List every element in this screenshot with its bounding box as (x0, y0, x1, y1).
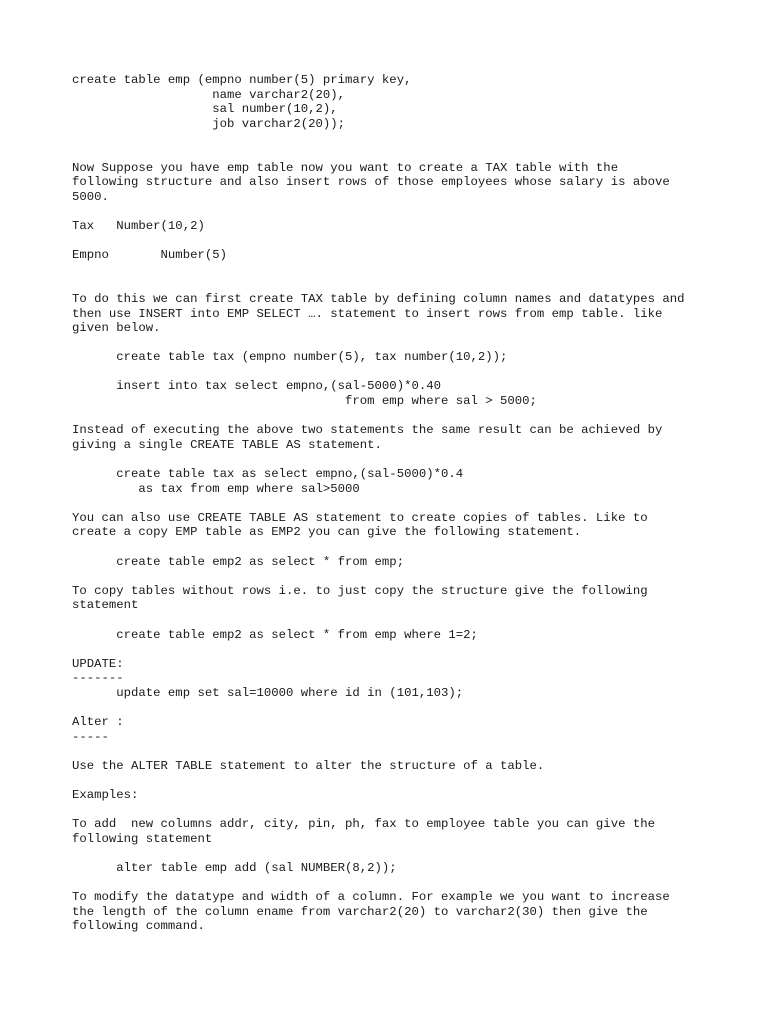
text-line: Examples: (72, 788, 139, 803)
text-line: Tax Number(10,2) (72, 218, 205, 233)
text-line (72, 336, 712, 351)
text-line (72, 277, 712, 292)
text-line: 5000. (72, 189, 109, 204)
text-line: as tax from emp where sal>5000 (72, 481, 360, 496)
text-line: create table emp2 as select * from emp where 1=2; (72, 627, 478, 642)
text-line: create table emp (empno number(5) primary key, (72, 73, 412, 87)
text-line (72, 146, 712, 161)
text-line (72, 452, 712, 467)
text-line (72, 496, 712, 511)
text-line (72, 846, 712, 861)
text-line (72, 569, 712, 584)
text-line (72, 365, 712, 380)
text-line: To modify the datatype and width of a column. For example we you want to increase (72, 890, 670, 905)
text-line: sal number(10,2), (72, 102, 338, 117)
text-line: update emp set sal=10000 where id in (101,103); (72, 685, 464, 700)
text-line: name varchar2(20), (72, 87, 346, 102)
text-line (72, 263, 712, 278)
text-line (72, 876, 712, 891)
text-line (72, 409, 712, 424)
document-body (72, 73, 712, 934)
text-line (72, 234, 712, 249)
text-line: following statement (72, 831, 213, 846)
text-line: You can also use CREATE TABLE AS statement to create copies of tables. Like to (72, 510, 648, 525)
text-line: ------- (72, 671, 124, 686)
text-line: statement (72, 598, 139, 613)
text-line: from emp where sal > 5000; (72, 394, 537, 409)
text-line: create table tax as select empno,(sal-5000)*0.4 (72, 467, 464, 482)
text-line: following structure and also insert rows of those employees whose salary is above (72, 175, 670, 190)
text-line: alter table emp add (sal NUMBER(8,2)); (72, 861, 397, 876)
text-line: Empno Number(5) (72, 248, 227, 263)
text-line: given below. (72, 321, 161, 336)
text-line: following command. (72, 919, 205, 934)
text-line: create a copy EMP table as EMP2 you can give the following statement. (72, 525, 582, 540)
text-line: create table tax (empno number(5), tax number(10,2)); (72, 350, 508, 365)
text-line: the length of the column ename from varchar2(20) to varchar2(30) then give the (72, 904, 648, 919)
text-line (72, 613, 712, 628)
text-line: job varchar2(20)); (72, 116, 346, 131)
text-line: create table emp2 as select * from emp; (72, 554, 405, 569)
text-line: then use INSERT into EMP SELECT …. statement to insert rows from emp table. like (72, 306, 663, 321)
text-line: Now Suppose you have emp table now you want to create a TAX table with the (72, 160, 619, 175)
text-line: To do this we can first create TAX table by defining column names and datatypes and (72, 291, 685, 306)
text-line (72, 774, 712, 789)
text-line (72, 131, 712, 146)
text-line: insert into tax select empno,(sal-5000)*0.40 (72, 379, 441, 394)
text-line: Use the ALTER TABLE statement to alter the structure of a table. (72, 758, 545, 773)
text-line: UPDATE: (72, 656, 124, 671)
text-line (72, 540, 712, 555)
text-line: To add new columns addr, city, pin, ph, fax to employee table you can give the (72, 817, 655, 832)
text-line (72, 701, 712, 716)
text-line (72, 642, 712, 657)
text-line (72, 204, 712, 219)
text-line: Alter : (72, 715, 124, 730)
text-line: ----- (72, 729, 109, 744)
text-line: To copy tables without rows i.e. to just copy the structure give the following (72, 583, 648, 598)
text-line (72, 744, 712, 759)
text-line: Instead of executing the above two statements the same result can be achieved by (72, 423, 663, 438)
text-line (72, 803, 712, 818)
text-line: giving a single CREATE TABLE AS statement. (72, 437, 382, 452)
